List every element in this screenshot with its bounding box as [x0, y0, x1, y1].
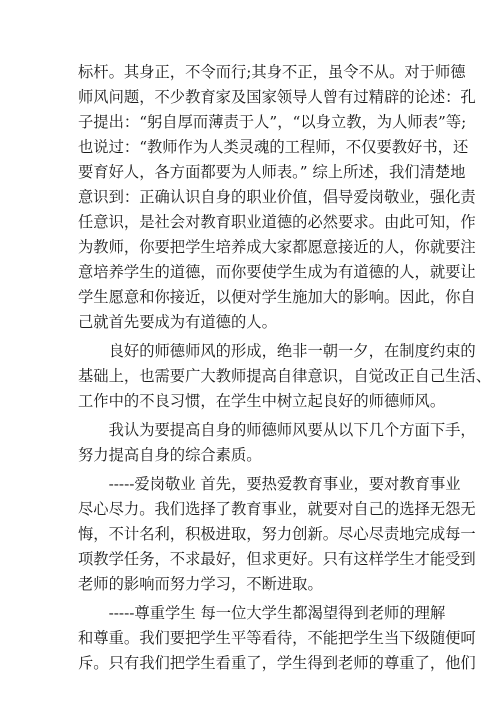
paragraph-line: 悔，不计名利，积极进取，努力创新。尽心尽责地完成每一 — [78, 525, 476, 543]
paragraph-teacher-ethics-discussion — [78, 60, 476, 335]
paragraph-line: -----爱岗敬业 首先，要热爱教育事业，要对教育事业 — [78, 475, 461, 493]
paragraph-line: 学生愿意和你接近，以便对学生施加大的影响。因此，你自 — [78, 288, 476, 306]
paragraph-respect-students — [78, 601, 476, 676]
paragraph-love-profession — [78, 472, 476, 597]
paragraph-line: 努力提高自身的综合素质。 — [78, 446, 262, 464]
paragraph-line: 任意识，是社会对教育职业道德的必然要求。由此可知，作 — [78, 213, 476, 231]
paragraph-line: 老师的影响而努力学习，不断进取。 — [78, 575, 323, 593]
paragraph-line: 斥。只有我们把学生看重了，学生得到老师的尊重了，他们 — [78, 654, 476, 672]
paragraph-improvement-intro — [78, 418, 476, 468]
paragraph-line: -----尊重学生 每一位大学生都渴望得到老师的理解 — [78, 604, 446, 622]
document-body — [78, 60, 492, 676]
paragraph-line: 我认为要提高自身的师德师风要从以下几个方面下手， — [78, 421, 476, 439]
paragraph-line: 也说过：“教师作为人类灵魂的工程师，不仅要教好书，还 — [78, 138, 469, 156]
paragraph-line: 和尊重。我们要把学生平等看待，不能把学生当下级随便呵 — [78, 629, 476, 647]
paragraph-line: 工作中的不良习惯，在学生中树立起良好的师德师风。 — [78, 392, 446, 410]
paragraph-ethics-formation — [78, 339, 492, 414]
paragraph-line: 要育好人，各方面都要为人师表。” 综上所述，我们清楚地 — [78, 163, 466, 181]
paragraph-line: 良好的师德师风的形成，绝非一朝一夕，在制度约束的 — [78, 342, 476, 360]
paragraph-line: 项教学任务，不求最好，但求更好。只有这样学生才能受到 — [78, 550, 476, 568]
paragraph-line: 尽心尽力。我们选择了教育事业，就要对自己的选择无怨无 — [78, 500, 476, 518]
paragraph-line: 己就首先要成为有道德的人。 — [78, 313, 277, 331]
paragraph-line: 标杆。其身正，不令而行;其身不正，虽令不从。对于师德 — [78, 63, 466, 81]
paragraph-line: 基础上，也需要广大教师提高自律意识，自觉改正自己生活、 — [78, 367, 492, 385]
paragraph-line: 意识到：正确认识自身的职业价值，倡导爱岗敬业，强化责 — [78, 188, 476, 206]
paragraph-line: 意培养学生的道德，而你要使学生成为有道德的人，就要让 — [78, 263, 476, 281]
paragraph-line: 为教师，你要把学生培养成大家都愿意接近的人，你就要注 — [78, 238, 476, 256]
paragraph-line: 师风问题，不少教育家及国家领导人曾有过精辟的论述：孔 — [78, 88, 476, 106]
paragraph-line: 子提出：“躬自厚而薄责于人”，“以身立教，为人师表”等; — [78, 113, 467, 131]
